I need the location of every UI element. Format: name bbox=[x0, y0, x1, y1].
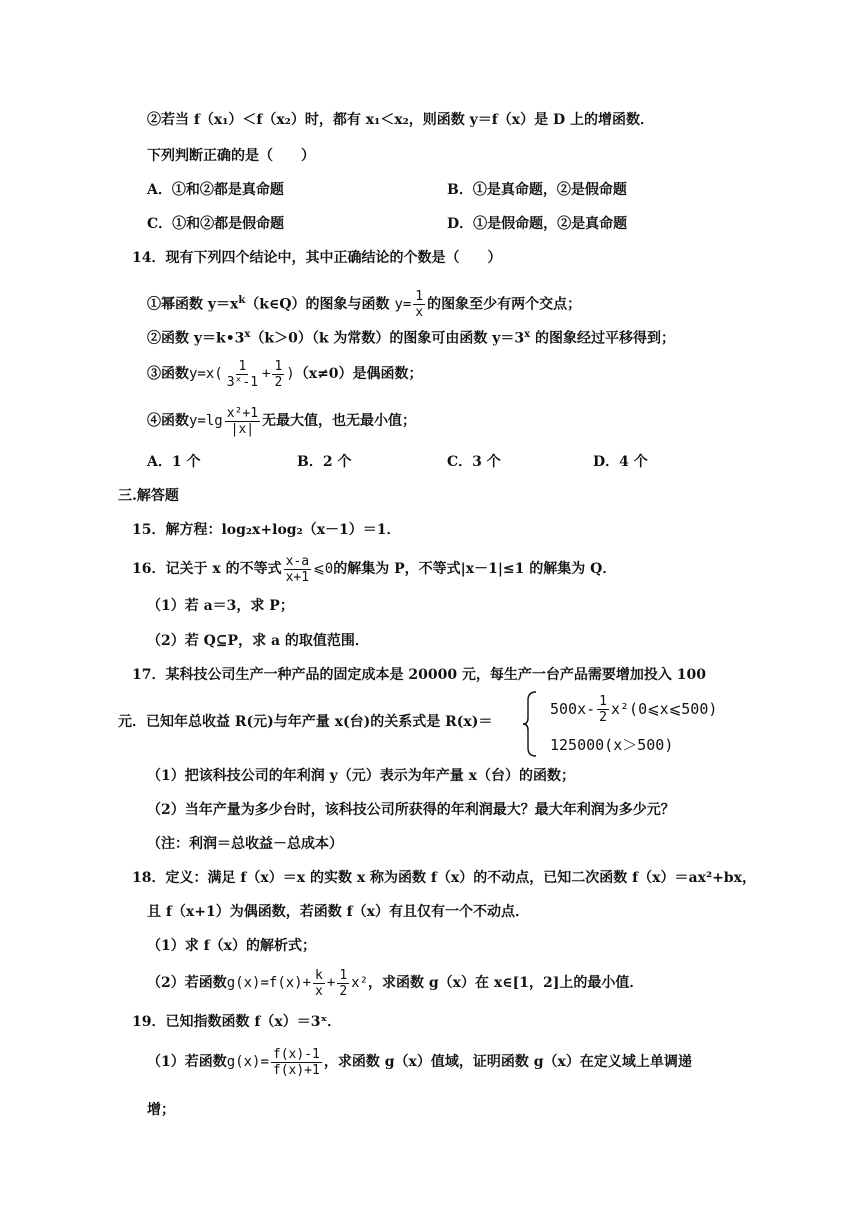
q13-question: 下列判断正确的是（ ） bbox=[147, 148, 315, 164]
q14-option-d: D．4 个 bbox=[593, 454, 648, 470]
q14-s1-text-c: 的图象至少有两个交点； bbox=[427, 296, 582, 313]
q19-part-1: （1）若函数g(x)= $\frac{f(x)-1}{f(x)+1}$ ，求函数 g（x）值域，证明函数 g（x）在定义域上单调递 bbox=[147, 1046, 692, 1078]
q14-stem: 14．现有下列四个结论中，其中正确结论的个数是（ ） bbox=[132, 250, 502, 266]
brace-icon bbox=[522, 690, 540, 758]
section-heading: 三.解答题 bbox=[118, 488, 179, 504]
q13-statement-2: ②若当 f（x₁）＜f（x₂）时，都有 x₁＜x₂，则函数 y＝f（x）是 D 上的增函数． bbox=[147, 112, 654, 128]
q14-s1-text-a: ①幂函数 y＝x bbox=[147, 296, 239, 313]
q19-part-1-cont: 增； bbox=[147, 1102, 175, 1118]
q17-piecewise bbox=[522, 690, 742, 758]
q18-line-1: 18．定义：满足 f（x）＝x 的实数 x 称为函数 f（x）的不动点，已知二次函数 f（x）＝ax²+bx， bbox=[132, 870, 756, 886]
q14-s1-fraction: $\frac{1}{x}$ bbox=[415, 289, 424, 321]
q14-option-b: B．2 个 bbox=[297, 454, 352, 470]
q16-part-2: （2）若 Q⊆P，求 a 的取值范围． bbox=[147, 633, 369, 649]
q14-s1-text-b: （k∈Q）的图象与函数 bbox=[245, 296, 390, 313]
q14-s3-fraction-1: $\frac{1}{\text{3ˣ-1}}$ bbox=[226, 358, 259, 390]
q18-line-2: 且 f（x+1）为偶函数，若函数 f（x）有且仅有一个不动点． bbox=[147, 904, 529, 920]
q14-statement-1 bbox=[147, 284, 581, 322]
q14-option-a: A．1 个 bbox=[147, 454, 201, 470]
q17-piece-2: 125000(x＞500) bbox=[550, 736, 674, 754]
q14-statement-2: ②函数 $y=k•3^x(k>0)(k$ 为常数）的图象可由函数 $y=3^x$ 的图象经过平移得到； bbox=[147, 329, 675, 347]
q16-stem: 16．记关于 x 的不等式 $\frac{x-a}{x+1}$ ⩽0的解集为 P，不等式|x－1|≤1 的解集为 Q． bbox=[132, 553, 617, 585]
q17-line-2: 元．已知年总收益 R(元)与年产量 x(台)的关系式是 R(x)＝ bbox=[118, 714, 493, 730]
q17-line-1: 17．某科技公司生产一种产品的固定成本是 20000 元，每生产一台产品需要增加投入 100 bbox=[132, 667, 707, 683]
q14-s4-fraction: $\frac{\text{x²+1}}{|x|}$ bbox=[226, 405, 259, 437]
q14-s3-fraction-2: $\frac{1}{2}$ bbox=[274, 358, 283, 390]
q14-statement-4: ④函数y=lg $\frac{\text{x²+1}}{|x|}$ 无最大值，也无最小值； bbox=[147, 405, 417, 437]
q16-fraction: $\frac{x-a}{x+1}$ bbox=[285, 553, 310, 585]
q13-option-b: B．①是真命题，②是假命题 bbox=[447, 182, 627, 198]
q14-option-c: C．3 个 bbox=[447, 454, 501, 470]
q14-statement-3: ③函数y=x( $\frac{1}{\text{3ˣ-1}}$ + $\frac{1}{2}$ )（x≠0）是偶函数； bbox=[147, 358, 423, 390]
q18-part-2: （2）若函数g(x)=f(x)+ $\frac{k}{x}$ + $\frac{1}{2}$ x²，求函数 g（x）在 x∈[1，2]上的最小值． bbox=[147, 967, 644, 999]
q17-note: （注：利润＝总收益－总成本） bbox=[147, 836, 343, 852]
q13-option-d: D．①是假命题，②是真命题 bbox=[447, 216, 628, 232]
q17-piece-1: 500x- $\frac{1}{2}$ x²(0⩽x⩽500) bbox=[550, 694, 718, 725]
q15: 15．解方程：log₂x+log₂（x－1）＝1． bbox=[132, 522, 401, 538]
q16-part-1: （1）若 a＝3，求 P； bbox=[147, 598, 294, 614]
q17-part-2: （2）当年产量为多少台时，该科技公司所获得的年利润最大？最大年利润为多少元？ bbox=[147, 802, 675, 818]
q13-option-a: A．①和②都是真命题 bbox=[147, 182, 284, 198]
q14-s1-exponent: k bbox=[238, 295, 246, 306]
q19-line-1: 19．已知指数函数 f（x）＝3ˣ． bbox=[132, 1014, 342, 1030]
q18-part-1: （1）求 f（x）的解析式； bbox=[147, 938, 316, 954]
q14-s1-function: y= bbox=[394, 296, 412, 313]
q17-part-1: （1）把该科技公司的年利润 y（元）表示为年产量 x（台）的函数； bbox=[147, 768, 575, 784]
q13-option-c: C．①和②都是假命题 bbox=[147, 216, 285, 232]
q19-fraction: $\frac{f(x)-1}{f(x)+1}$ bbox=[272, 1046, 320, 1078]
